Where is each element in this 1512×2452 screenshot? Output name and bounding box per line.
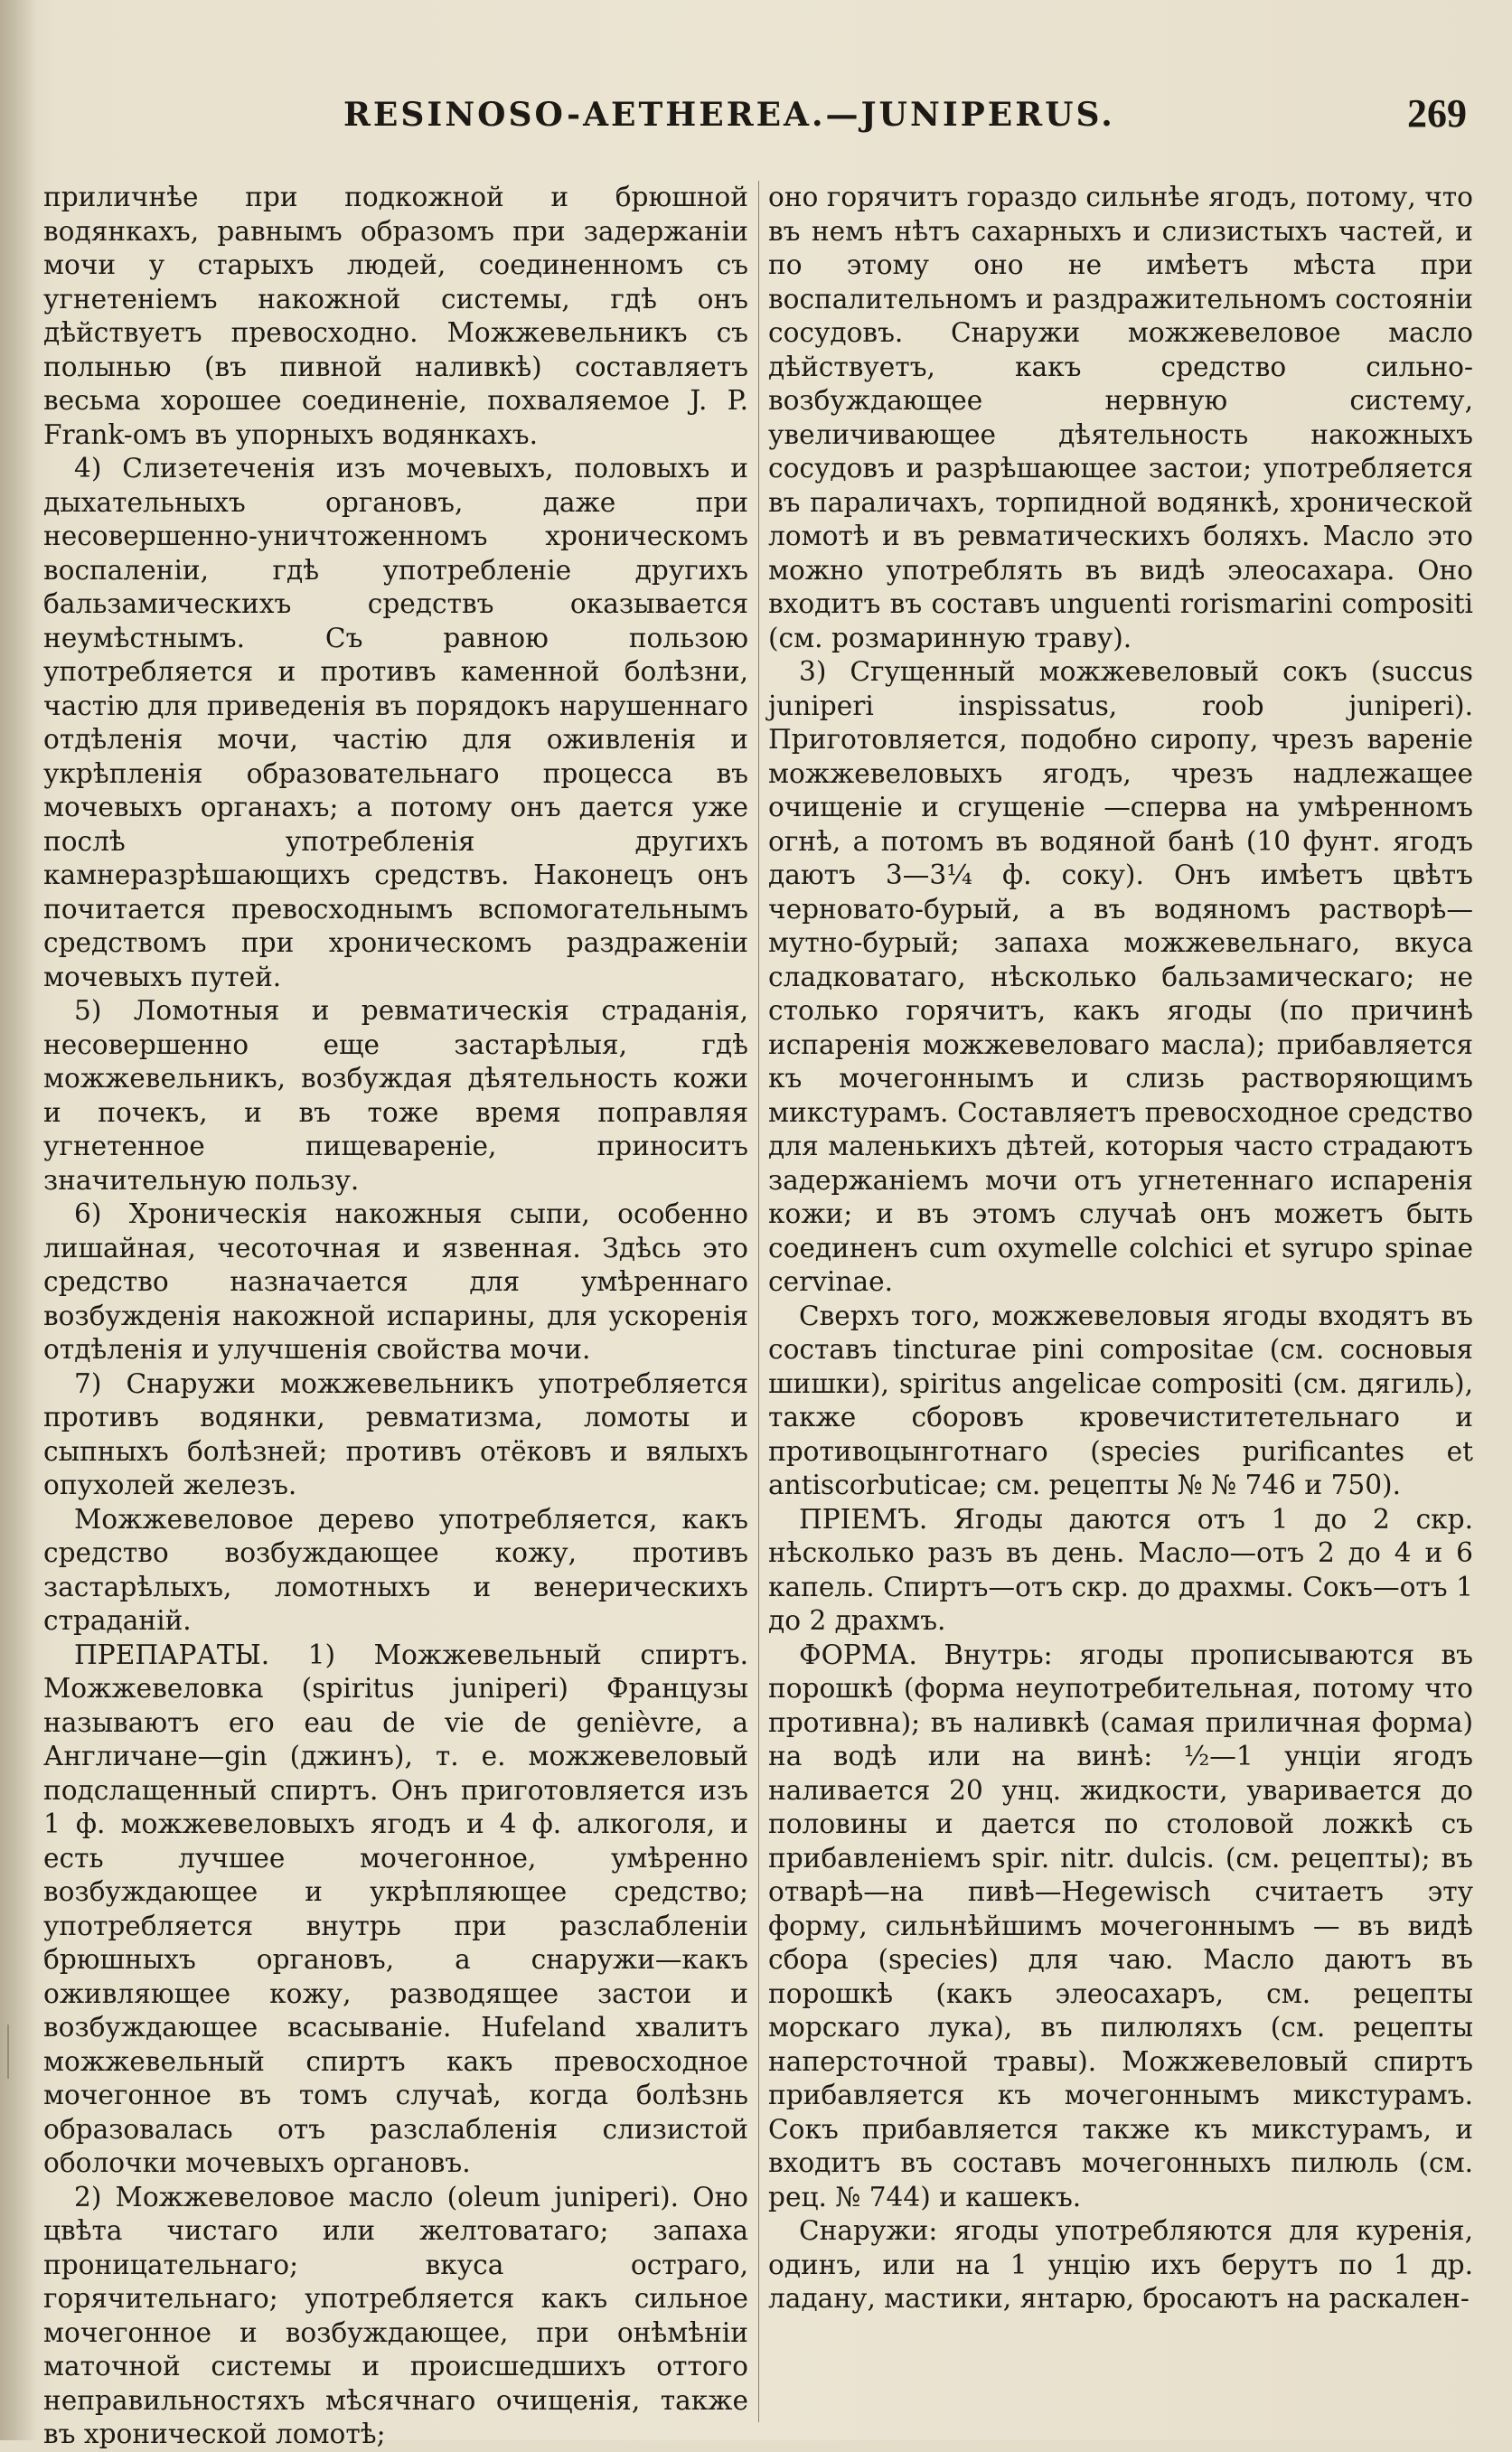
paragraph: ПРІЕМЪ. Ягоды даются отъ 1 до 2 скр. нѣсколько разъ въ день. Масло—отъ 2 до 4 и 6 капель. Спиртъ—отъ скр. до драхмы. Сокъ—отъ 1 до 2 драхмъ. xyxy=(768,1503,1473,1636)
paragraph: Можжевеловое дерево употребляется, какъ средство возбуждающее кожу, противъ застарѣлыхъ, ломотныхъ и венерическихъ страданій. xyxy=(43,1503,748,1636)
paragraph: 4) Слизетеченія изъ мочевыхъ, половыхъ и дыхательныхъ органовъ, даже при несовершенно-уничтоженномъ хроническомъ воспаленіи, гдѣ употребленіе другихъ бальзамическихъ средствъ оказывается неумѣстнымъ. Съ равною пользою употребляется и противъ каменной болѣзни, частію для приведенія въ порядокъ нарушеннаго отдѣленія мочи, частію для оживленія и укрѣпленія образовательнаго процесса въ мочевыхъ органахъ; а потому онъ дается уже послѣ употребленія другихъ камнеразрѣшающихъ средствъ. Наконецъ онъ почитается превосходнымъ вспомогательнымъ средствомъ при хроническомъ раздраженіи мочевыхъ путей. xyxy=(43,453,748,992)
paragraph: оно горячитъ гораздо сильнѣе ягодъ, потому, что въ немъ нѣтъ сахарныхъ и слизистыхъ частей, и по этому оно не имѣетъ мѣста при воспалительномъ и раздражительномъ состояніи сосудовъ. Снаружи можжевеловое масло дѣйствуетъ, какъ средство сильно-возбуждающее нервную систему, увеличивающее дѣятельность накожныхъ сосудовъ и разрѣшающее застои; употребляется въ параличахъ, торпидной водянкѣ, хронической ломотѣ и въ ревматическихъ боляхъ. Масло это можно употреблять въ видѣ элеосахара. Оно входитъ въ составъ unguenti rorismarini compositi (см. розмаринную траву). xyxy=(768,182,1473,653)
paragraph: 5) Ломотныя и ревматическія страданія, несовершенно еще застарѣлыя, гдѣ можжевельникъ, возбуждая дѣятельность кожи и почекъ, и въ тоже время поправляя угнетенное пищевареніе, приноситъ значительную пользу. xyxy=(43,995,748,1196)
column-divider xyxy=(758,181,759,2422)
left-column xyxy=(43,181,748,2452)
text-columns xyxy=(43,181,1473,2449)
paragraph: ПРЕПАРАТЫ. 1) Можжевельный спиртъ. Можжевеловка (spiritus juniperi) Французы называютъ его eau de vie de genièvre, а Англичане—gin (джинъ), т. е. можжевеловый подслащенный спиртъ. Онъ приготовляется изъ 1 ф. можжевеловыхъ ягодъ и 4 ф. алкоголя, и есть лучшее мочегонное, умѣренно возбуждающее и укрѣпляющее средство; употребляется внутрь при разслабленіи брюшныхъ органовъ, а снаружи—какъ оживляющее кожу, разводящее застои и возбуждающее всасываніе. Hufeland хвалитъ можжевельный спиртъ какъ превосходное мочегонное въ томъ случаѣ, когда болѣзнь образовалась отъ разслабленія слизистой оболочки мочевыхъ органовъ. xyxy=(43,1639,748,2178)
page-header xyxy=(343,90,1467,145)
page-number: 269 xyxy=(1407,91,1467,136)
paragraph: приличнѣе при подкожной и брюшной водянкахъ, равнымъ образомъ при задержаніи мочи у старыхъ людей, соединенномъ съ угнетеніемъ накожной системы, гдѣ онъ дѣйствуетъ превосходно. Можжевельникъ съ полынью (въ пивной наливкѣ) составляетъ весьма хорошее соединеніе, похваляемое J. P. Frank-омъ въ упорныхъ водянкахъ. xyxy=(43,182,748,450)
running-head: RESINOSO-AETHEREA.—JUNIPERUS. xyxy=(343,96,1115,134)
paragraph: 2) Можжевеловое масло (oleum juniperi). Оно цвѣта чистаго или желтоватаго; запаха проницательнаго; вкуса остраго, горячительнаго; употребляется какъ сильное мочегонное и возбуждающее, при онѣмѣніи маточной системы и происшедшихъ оттого неправильностяхъ мѣсячнаго очищенія, также въ хронической ломотѣ; xyxy=(43,2181,748,2449)
paragraph: 3) Сгущенный можжевеловый сокъ (succus juniperi inspissatus, roob juniperi). Приготовляется, подобно сиропу, чрезъ вареніе можжевеловыхъ ягодъ, чрезъ надлежащее очищеніе и сгущеніе —сперва на умѣренномъ огнѣ, а потомъ въ водяной банѣ (10 фунт. ягодъ даютъ 3—3¼ ф. соку). Онъ имѣетъ цвѣтъ черновато-бурый, а въ водяномъ растворѣ—мутно-бурый; запаха можжевельнаго, вкуса сладковатаго, нѣсколько бальзамическаго; не столько горячитъ, какъ ягоды (по причинѣ испаренія можжевеловаго масла); прибавляется къ мочегоннымъ и слизь растворяющимъ микстурамъ. Составляетъ превосходное средство для маленькихъ дѣтей, которыя часто страдаютъ задержаніемъ мочи отъ угнетеннаго испаренія кожи; и въ этомъ случаѣ онъ можетъ быть соединенъ cum oxymelle colchici et syrupo spinae cervinae. xyxy=(768,656,1473,1297)
pencil-margin-mark xyxy=(7,2025,36,2079)
paragraph: 7) Снаружи можжевельникъ употребляется противъ водянки, ревматизма, ломоты и сыпныхъ болѣзней; противъ отёковъ и вялыхъ опухолей железъ. xyxy=(43,1367,748,1500)
right-column xyxy=(768,181,1473,2316)
paragraph: Сверхъ того, можжевеловыя ягоды входятъ въ составъ tincturae pini compositae (см. сосновыя шишки), spiritus angelicae compositi (см. дягиль), также сборовъ кровечиститетельнаго и противоцынготнаго (species purificantes et antiscorbuticae; см. рецепты № № 746 и 750). xyxy=(768,1300,1473,1500)
paragraph: ФОРМА. Внутрь: ягоды прописываются въ порошкѣ (форма неупотребительная, потому что противна); въ наливкѣ (самая приличная форма) на водѣ или на винѣ: ½—1 унціи ягодъ наливается 20 унц. жидкости, уваривается до половины и дается по столовой ложкѣ съ прибавленіемъ spir. nitr. dulcis. (см. рецепты); въ отварѣ—на пивѣ—Hegewisch считаетъ эту форму, сильнѣйшимъ мочегоннымъ — въ видѣ сбора (species) для чаю. Масло даютъ въ порошкѣ (какъ элеосахаръ, см. рецепты морскаго лука), въ пилюляхъ (см. рецепты наперсточной травы). Можжевеловый спиртъ прибавляется къ мочегоннымъ микстурамъ. Сокъ прибавляется также къ микстурамъ, и входитъ въ составъ мочегонныхъ пилюль (см. рец. № 744) и кашекъ. xyxy=(768,1639,1473,2212)
paragraph: Снаружи: ягоды употребляются для куренія, одинъ, или на 1 унцію ихъ берутъ по 1 др. ладану, мастики, янтарю, бросаютъ на раскален- xyxy=(768,2215,1473,2314)
paragraph: 6) Хроническія накожныя сыпи, особенно лишайная, чесоточная и язвенная. Здѣсь это средство назначается для умѣреннаго возбужденія накожной испарины, для ускоренія отдѣленія и улучшенія свойства мочи. xyxy=(43,1198,748,1365)
